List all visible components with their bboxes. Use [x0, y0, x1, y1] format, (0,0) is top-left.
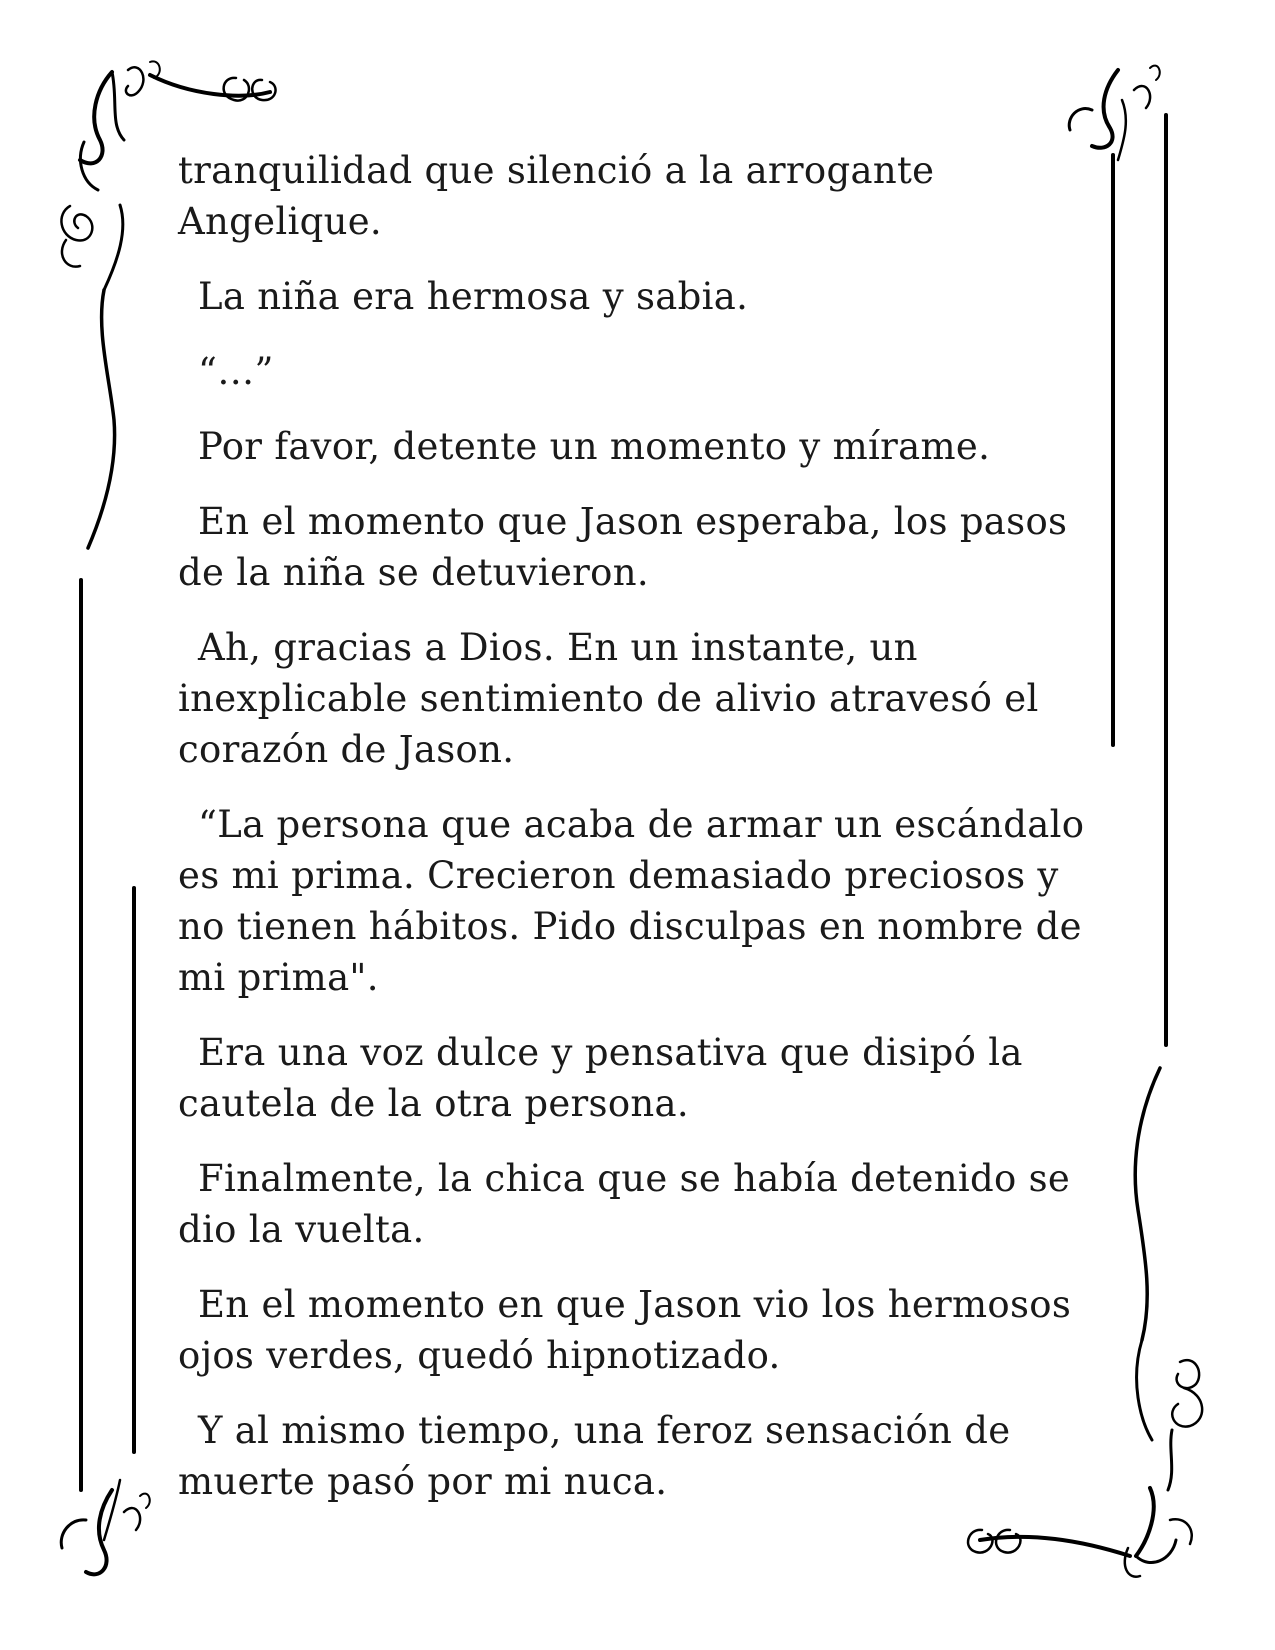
paragraph: tranquilidad que silenció a la arrogante Angelique.	[178, 149, 935, 243]
body-text	[178, 145, 1098, 1531]
paragraph: Finalmente, la chica que se había detenido se dio la vuelta.	[178, 1157, 1071, 1251]
paragraph: “La persona que acaba de armar un escándalo es mi prima. Crecieron demasiado preciosos y no tienen hábitos. Pido disculpas en nombre de mi prima".	[178, 803, 1085, 999]
paragraph: En el momento que Jason esperaba, los pasos de la niña se detuvieron.	[178, 500, 1068, 594]
paragraph: Era una voz dulce y pensativa que disipó la cautela de la otra persona.	[178, 1031, 1023, 1125]
paragraph: Por favor, detente un momento y mírame.	[198, 425, 991, 468]
paragraph: “…”	[198, 350, 274, 393]
paragraph: En el momento en que Jason vio los hermosos ojos verdes, quedó hipnotizado.	[178, 1283, 1072, 1377]
bottom-left-flourish-icon	[61, 1480, 150, 1574]
paragraph: Y al mismo tiempo, una feroz sensación de muerte pasó por mi nuca.	[178, 1409, 1011, 1503]
paragraph: Ah, gracias a Dios. En un instante, un inexplicable sentimiento de alivio atravesó el corazón de Jason.	[178, 626, 1039, 771]
paragraph: La niña era hermosa y sabia.	[198, 275, 749, 318]
